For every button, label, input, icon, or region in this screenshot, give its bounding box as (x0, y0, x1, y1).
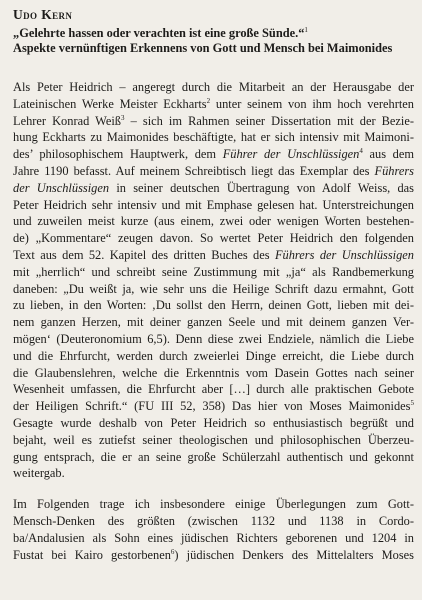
chapter-title (13, 26, 414, 41)
text-line (13, 213, 414, 230)
text-line (13, 247, 414, 264)
footnote-marker: 5 (410, 399, 414, 408)
text-run: ba/Andalusien als Sohn eines jüdischen Richters geborenen und 1204 in (13, 530, 414, 545)
text-line (13, 129, 414, 146)
text-run: in seiner deutschen Übertragung von Adolf Weiss, das (109, 180, 415, 195)
text-line (13, 96, 414, 113)
text-run: die Glaubenslehren, welche die Erkenntnis vom Dasein Gottes nach seiner (13, 365, 414, 380)
text-run: des’ philosophischem Hauptwerk, dem (13, 147, 223, 162)
footnote-marker: 3 (120, 113, 125, 122)
author-name: Udo Kern (13, 7, 73, 22)
text-run: Als Peter Heidrich – angeregt durch die Mitarbeit an der Herausgabe der (13, 80, 414, 94)
text-line (13, 113, 414, 130)
text-run: unter seinem von ihm hoch verehrten (210, 96, 414, 111)
text-line (13, 281, 414, 298)
text-run: gung entsprach, die er an seine große Schülerzahl authentisch und gekonnt (13, 449, 414, 464)
footnote-marker: 2 (206, 96, 211, 105)
text-run: und zuweilen meist kurze (aus einem, zwei oder wenigen Worten bestehen- (13, 214, 414, 229)
text-run: ) jüdischen Denkers des Mittelalters Moses (174, 547, 414, 562)
text-run: und die Ehrfurcht, werden durch zweierlei Dinge erreicht, die Liebe durch (13, 348, 414, 363)
italic-title: der Unschlüssigen (13, 180, 110, 195)
text-run: Lateinischen Werke Meister Eckharts (13, 96, 207, 111)
text-run: zu lieben, in den Worten: ‚Du sollst den Herrn, deinen Gott, lieben mit dei- (13, 298, 414, 313)
italic-title: Führers der Unschlüssigen (274, 247, 414, 262)
text-run: Wesenheit umfassen, die Ehrfurcht aber […] durch alle praktischen Gebote (13, 382, 414, 397)
text-line (13, 331, 414, 348)
italic-title: Führers (374, 163, 414, 178)
text-run: weitergab. (13, 466, 65, 481)
text-line (13, 449, 414, 466)
text-line (13, 513, 414, 530)
text-line (13, 381, 414, 398)
text-line (13, 530, 414, 547)
text-run: Jahre 1190 befasst. Auf meinem Schreibtisch liegt das Exemplar des (13, 163, 375, 178)
chapter-subtitle: Aspekte vernünftigen Erkennens von Gott und Mensch bei Maimonides (13, 41, 393, 55)
text-line (13, 496, 414, 513)
text-line (13, 180, 414, 197)
footnote-marker: 6 (170, 547, 175, 556)
chapter-title-text: „Gelehrte hassen oder verachten ist eine große Sünde.“ (13, 26, 305, 40)
text-run: aus dem (362, 147, 414, 162)
text-line (13, 398, 414, 415)
text-line (13, 264, 414, 281)
text-run: Im Folgenden trage ich insbesondere einige Überlegungen zum Gott- (13, 497, 414, 512)
italic-title: Führer der Unschlüssigen (222, 147, 360, 162)
footnote-marker: 1 (304, 25, 308, 34)
text-run: de) „Kommentare“ zeugen davon. So wertet Peter Heidrich den folgenden (13, 231, 414, 246)
text-line (13, 465, 414, 482)
text-run: mit „herrlich“ und schreibt seine Zustimmung mit „ja“ als Randbemerkung (13, 264, 414, 279)
text-line (13, 197, 414, 214)
paragraph-2 (13, 496, 414, 563)
text-run: bejaht, weil es zutiefst seiner theologischen und philosophischen Überzeu- (13, 432, 414, 447)
footnote-marker: 4 (359, 147, 363, 156)
text-run: hung Eckharts zu Maimonides beschäftigte, hat er sich intensiv mit Maimoni- (13, 130, 414, 145)
text-run: mögen‘ (Deuteronomium 6,5). Denn diese zwei Endziele, nämlich die Liebe (13, 331, 414, 346)
text-line (13, 297, 414, 314)
paragraph-1 (13, 79, 414, 482)
text-line (13, 314, 414, 331)
text-run: nem ganzen Herzen, mit deiner ganzen Seele und mit deinem ganzen Ver- (13, 315, 414, 330)
text-line (13, 79, 414, 96)
text-line (13, 230, 414, 247)
text-line (13, 432, 414, 449)
text-run: daneben: „Du weißt ja, wie sehr uns die Heilige Schrift dazu ermahnt, Gott (13, 281, 414, 296)
text-line (13, 163, 414, 180)
text-line (13, 365, 414, 382)
text-line (13, 146, 414, 163)
text-line (13, 415, 414, 432)
text-run: Peter Heidrich sehr intensiv und mit Emphase gelesen hat. Unterstreichungen (13, 197, 414, 212)
text-run: Mensch-Denken des größten (zwischen 1132 und 1138 in Cordo- (13, 513, 414, 528)
text-line (13, 547, 414, 564)
text-run: – sich im Rahmen seiner Dissertation mit der Bezie- (124, 113, 414, 128)
text-line (13, 348, 414, 365)
text-run: Text aus dem 52. Kapitel des dritten Buches des (13, 247, 275, 262)
text-run: Fustat bei Kairo gestorbenen (13, 547, 171, 562)
text-run: Gesagte wurde deshalb von Peter Heidrich so enthusiastisch begrüßt und (13, 415, 414, 430)
text-run: Lehrer Konrad Weiß (13, 113, 121, 128)
text-run: der Heiligen Schrift.“ (FU III 52, 358) Das hier von Moses Maimonides (13, 399, 411, 414)
